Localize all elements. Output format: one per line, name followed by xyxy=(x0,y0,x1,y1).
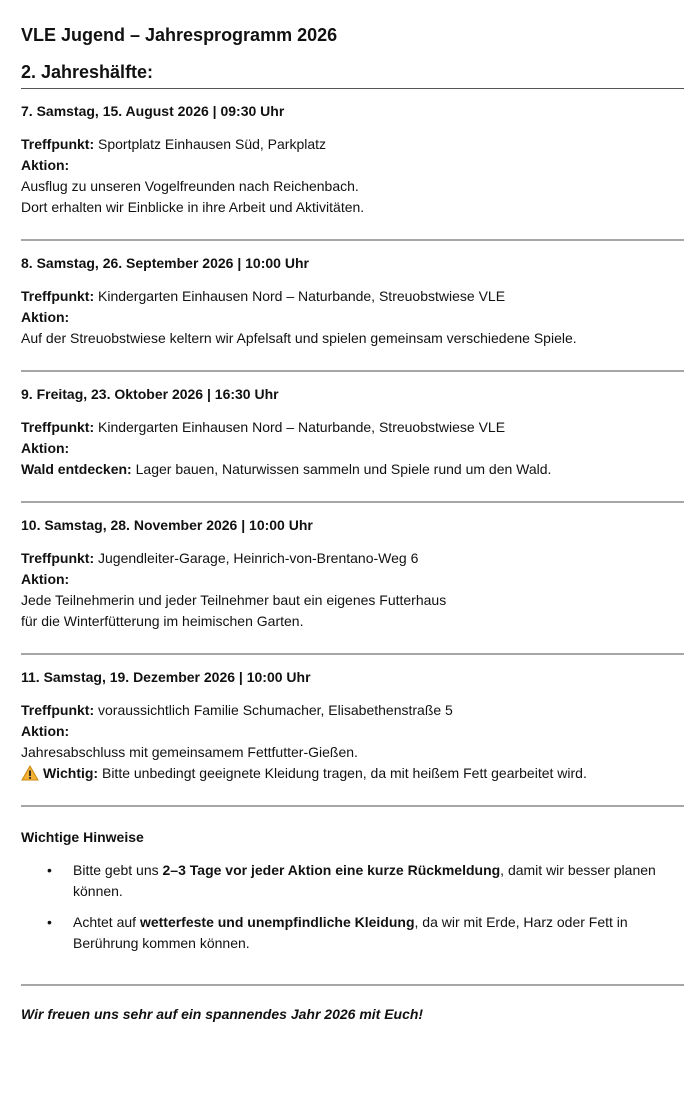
event-description: Jede Teilnehmerin und jeder Teilnehmer baut ein eigenes Futterhaus xyxy=(21,592,447,608)
meeting-label: Treffpunkt: xyxy=(21,419,95,435)
meeting-point-value: voraussichtlich Familie Schumacher, Elisabethenstraße 5 xyxy=(98,702,453,718)
event-9 xyxy=(21,372,684,501)
event-header: 9. Freitag, 23. Oktober 2026 | 16:30 Uhr xyxy=(21,386,279,402)
note-text: , damit wir besser planen xyxy=(500,862,656,878)
meeting-label: Treffpunkt: xyxy=(21,288,95,304)
note-highlight: wetterfeste und unempfindliche Kleidung xyxy=(139,914,415,930)
list-item xyxy=(21,912,684,954)
meeting-point-value: Jugendleiter-Garage, Heinrich-von-Brentano-Weg 6 xyxy=(98,550,419,566)
meeting-point-value: Kindergarten Einhausen Nord – Naturbande, Streuobstwiese VLE xyxy=(98,288,506,304)
important-label: Wichtig: xyxy=(43,765,99,781)
description-highlight: Wald entdecken: xyxy=(21,461,132,477)
meeting-point-line xyxy=(21,417,684,438)
event-description xyxy=(21,459,684,480)
meeting-point-line xyxy=(21,134,684,155)
meeting-label: Treffpunkt: xyxy=(21,702,95,718)
list-item xyxy=(21,860,684,902)
section-title: 2. Jahreshälfte: xyxy=(21,59,684,89)
event-header: 7. Samstag, 15. August 2026 | 09:30 Uhr xyxy=(21,103,285,119)
event-7 xyxy=(21,89,684,239)
meeting-label: Treffpunkt: xyxy=(21,550,95,566)
event-header: 8. Samstag, 26. September 2026 | 10:00 Uhr xyxy=(21,255,309,271)
note-text: Berührung kommen können. xyxy=(73,935,250,951)
action-label: Aktion: xyxy=(21,571,70,587)
bullet: • xyxy=(47,914,52,930)
event-description: Dort erhalten wir Einblicke in ihre Arbeit und Aktivitäten. xyxy=(21,199,365,215)
event-header: 10. Samstag, 28. November 2026 | 10:00 Uhr xyxy=(21,517,313,533)
event-description: Auf der Streuobstwiese keltern wir Apfelsaft und spielen gemeinsam verschiedene Spiele. xyxy=(21,330,577,346)
meeting-point-line xyxy=(21,548,684,569)
action-label: Aktion: xyxy=(21,440,70,456)
warning-text: Bitte unbedingt geeignete Kleidung tragen, da mit heißem Fett gearbeitet wird. xyxy=(101,765,587,781)
meeting-point-value: Kindergarten Einhausen Nord – Naturbande, Streuobstwiese VLE xyxy=(98,419,506,435)
event-description: Ausflug zu unseren Vogelfreunden nach Reichenbach. xyxy=(21,178,359,194)
notes-section xyxy=(21,807,684,984)
bullet: • xyxy=(47,862,52,878)
event-description: für die Winterfütterung im heimischen Garten. xyxy=(21,613,304,629)
event-8 xyxy=(21,241,684,370)
warning-icon xyxy=(21,765,39,781)
note-text: Bitte gebt uns xyxy=(73,862,163,878)
closing-line: Wir freuen uns sehr auf ein spannendes Jahr 2026 mit Euch! xyxy=(21,1006,424,1022)
page-title: VLE Jugend – Jahresprogramm 2026 xyxy=(21,25,338,45)
note-text: Achtet auf xyxy=(73,914,140,930)
note-highlight: 2–3 Tage vor jeder Aktion eine kurze Rückmeldung xyxy=(162,862,501,878)
note-text: , da wir mit Erde, Harz oder Fett in xyxy=(414,914,628,930)
action-label: Aktion: xyxy=(21,309,70,325)
meeting-point-line xyxy=(21,286,684,307)
event-10 xyxy=(21,503,684,653)
event-description: Jahresabschluss mit gemeinsamem Fettfutter-Gießen. xyxy=(21,744,358,760)
notes-title: Wichtige Hinweise xyxy=(21,829,144,845)
event-11 xyxy=(21,655,684,805)
meeting-label: Treffpunkt: xyxy=(21,136,95,152)
event-header: 11. Samstag, 19. Dezember 2026 | 10:00 Uhr xyxy=(21,669,311,685)
note-text: können. xyxy=(73,883,123,899)
action-label: Aktion: xyxy=(21,157,70,173)
meeting-point-line xyxy=(21,700,684,721)
notes-list xyxy=(21,860,684,954)
warning-line xyxy=(21,763,684,784)
action-label: Aktion: xyxy=(21,723,70,739)
description-text: Lager bauen, Naturwissen sammeln und Spiele rund um den Wald. xyxy=(135,461,552,477)
meeting-point-value: Sportplatz Einhausen Süd, Parkplatz xyxy=(98,136,327,152)
